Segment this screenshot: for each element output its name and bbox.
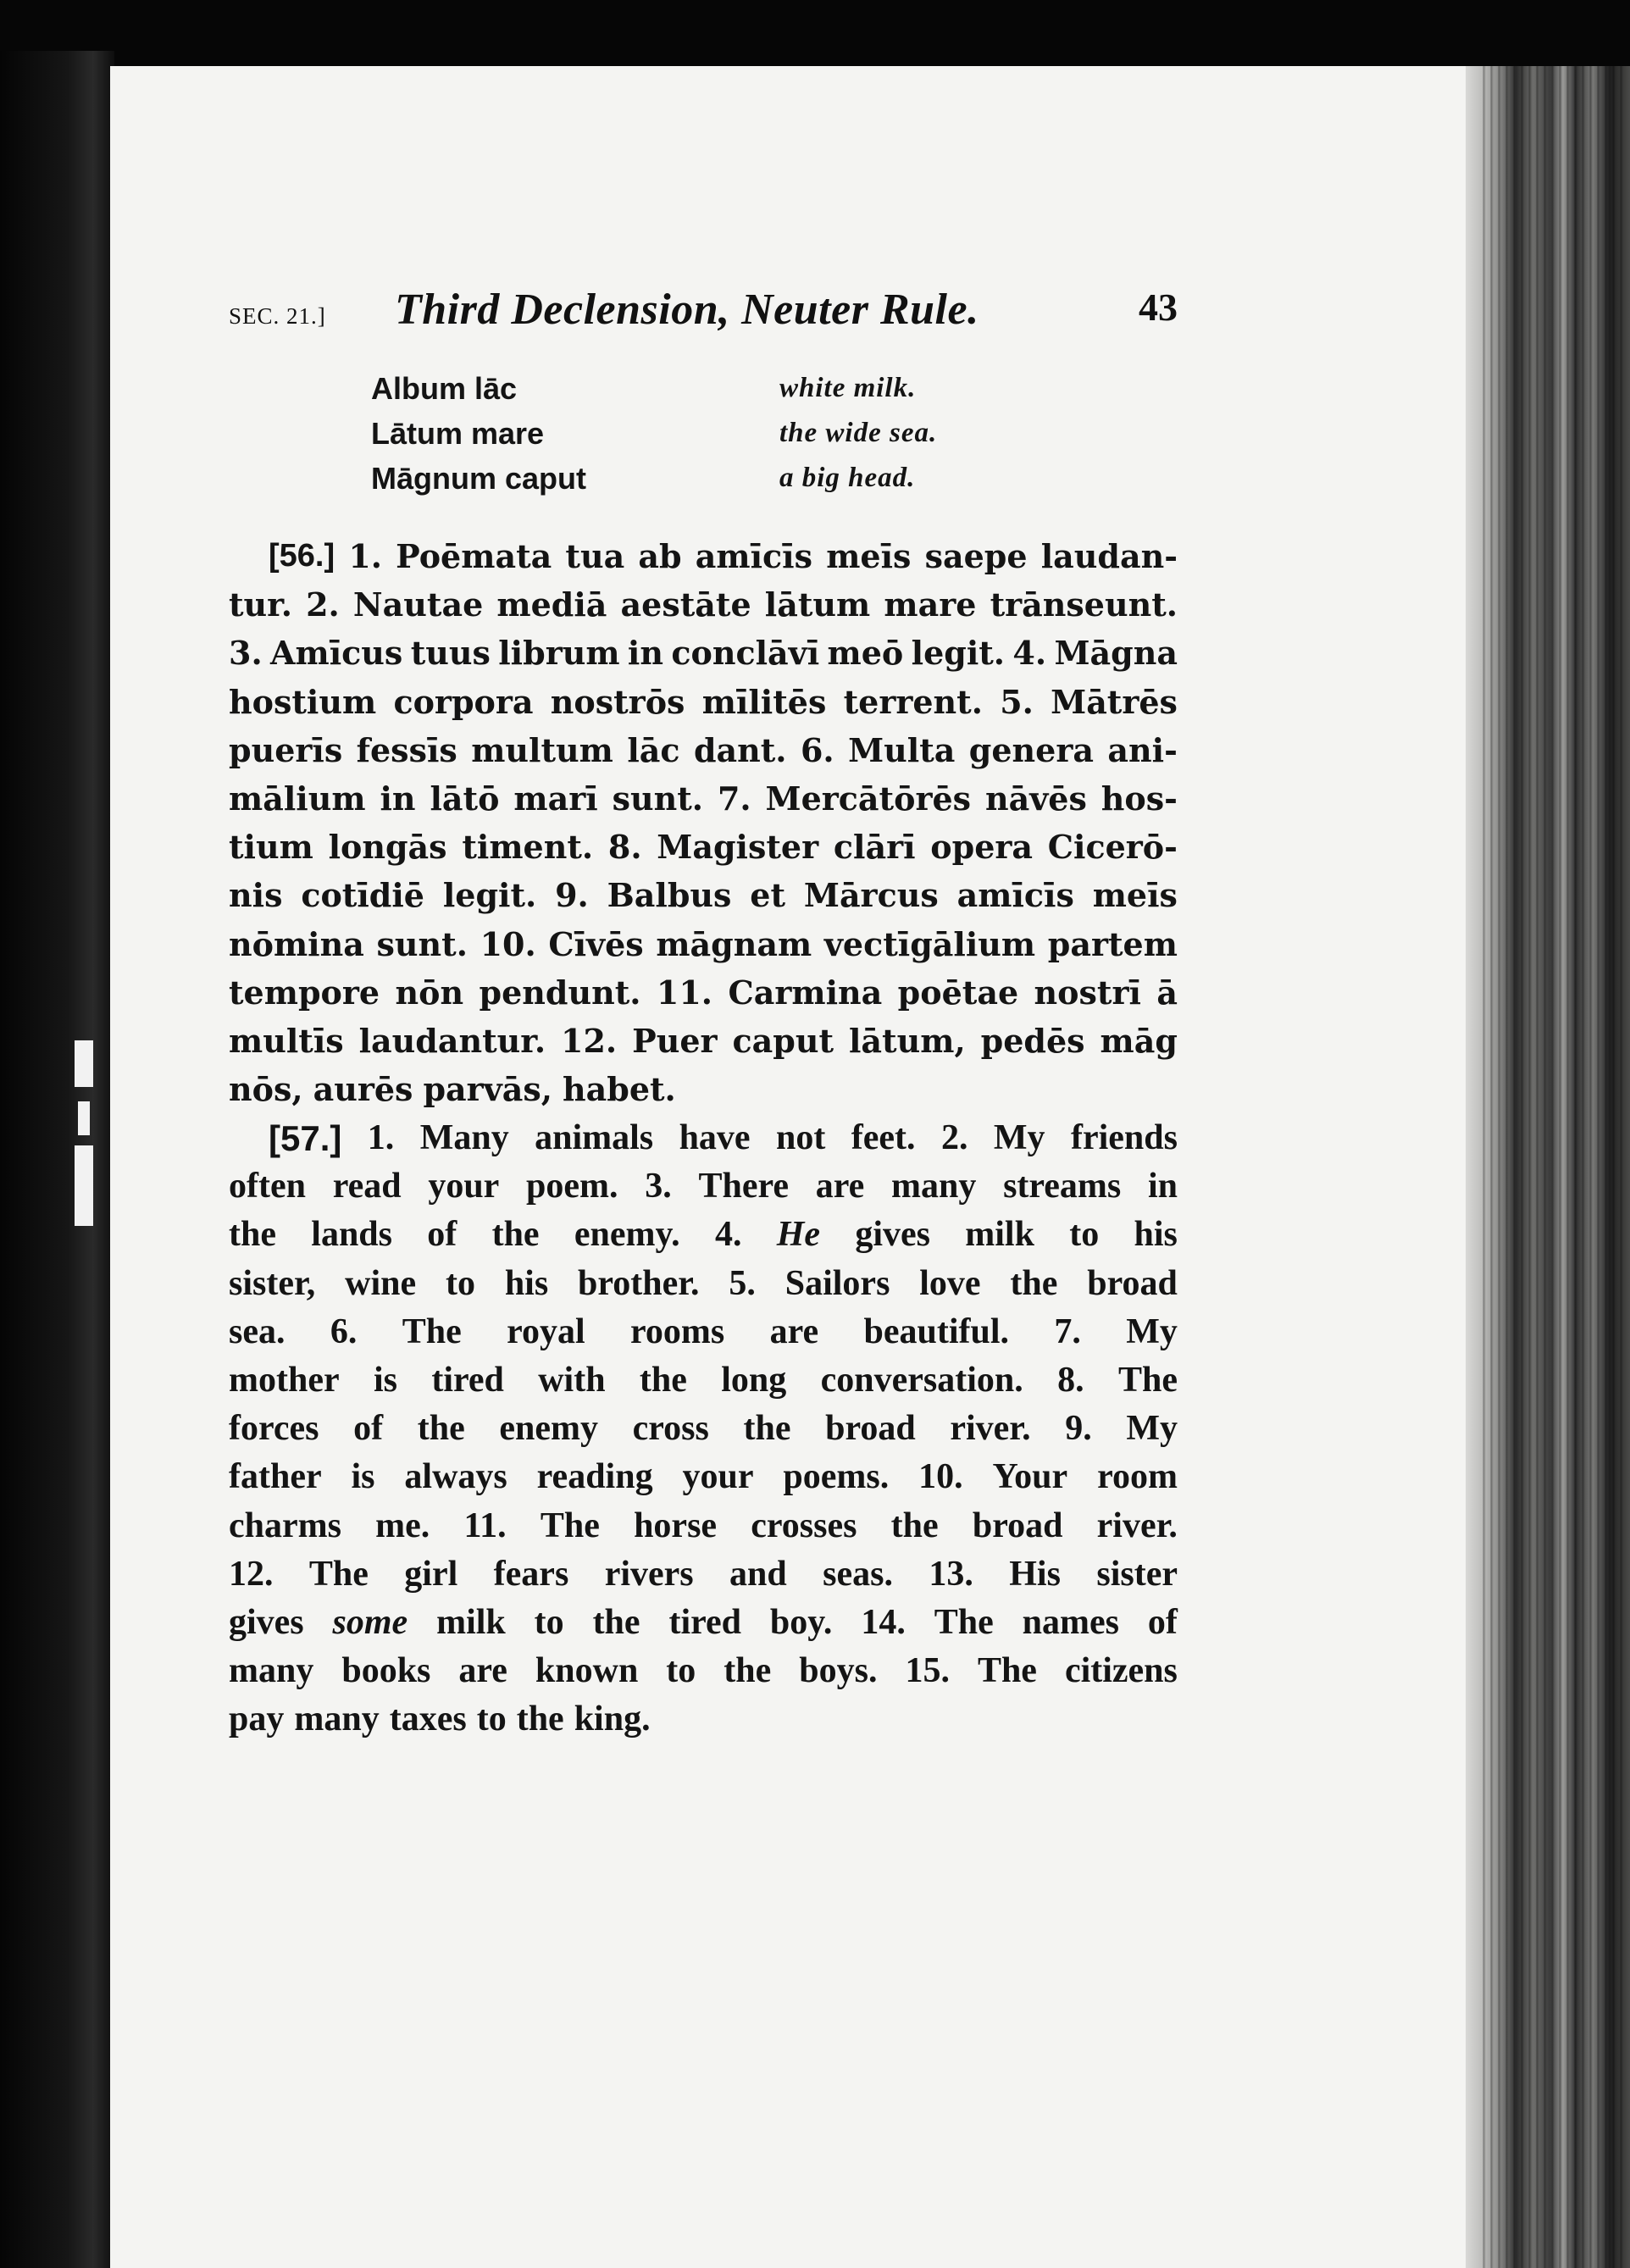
word: 2. bbox=[306, 585, 340, 624]
word: aestāte bbox=[620, 585, 751, 624]
word: Mātrēs bbox=[1051, 682, 1178, 721]
word: Cīvēs bbox=[548, 924, 644, 963]
word: king. bbox=[574, 1700, 651, 1739]
word: the bbox=[724, 1651, 772, 1691]
word: are bbox=[769, 1311, 819, 1351]
word: 9. bbox=[1065, 1409, 1092, 1449]
word: 4. bbox=[714, 1215, 742, 1255]
word: 6. bbox=[330, 1311, 358, 1351]
word: your bbox=[428, 1167, 500, 1206]
word: Amīcus bbox=[270, 634, 403, 673]
word: pay bbox=[229, 1700, 285, 1739]
text-line bbox=[229, 871, 1178, 919]
text-line bbox=[229, 629, 1178, 677]
word: caput bbox=[732, 1021, 834, 1060]
scan-edge-mark bbox=[78, 1101, 90, 1135]
word: laudan- bbox=[1040, 537, 1178, 575]
word: māg bbox=[1100, 1021, 1178, 1060]
word: Mercātōrēs bbox=[765, 779, 972, 818]
latin-phrase: Lātum mare bbox=[371, 416, 545, 451]
word: the bbox=[1010, 1263, 1058, 1303]
word: the bbox=[639, 1360, 687, 1400]
text-line bbox=[229, 1260, 1178, 1308]
word: his bbox=[1134, 1215, 1178, 1255]
text-line bbox=[229, 1453, 1178, 1501]
word: My bbox=[1126, 1409, 1178, 1449]
word: books bbox=[341, 1651, 431, 1691]
word: sunt. bbox=[376, 924, 468, 963]
word: enemy bbox=[499, 1409, 599, 1449]
word: love bbox=[919, 1263, 981, 1303]
word: Māgna bbox=[1054, 634, 1178, 673]
word: Puer bbox=[632, 1021, 718, 1060]
word: river. bbox=[950, 1409, 1031, 1449]
word: in bbox=[1147, 1167, 1178, 1206]
word: known bbox=[535, 1651, 639, 1691]
word: is bbox=[373, 1360, 397, 1400]
word: nostrī bbox=[1034, 973, 1141, 1012]
running-header bbox=[229, 286, 1178, 337]
word: of bbox=[427, 1215, 457, 1255]
word: 5. bbox=[729, 1263, 756, 1303]
word: to bbox=[445, 1263, 475, 1303]
word: nōmina bbox=[229, 924, 364, 963]
word: 3. bbox=[645, 1167, 672, 1206]
text-line bbox=[229, 1017, 1178, 1065]
text-line bbox=[229, 1647, 1178, 1695]
word: enemy. bbox=[574, 1215, 680, 1255]
word: boy. bbox=[769, 1602, 833, 1642]
word: rivers bbox=[604, 1554, 694, 1594]
word: 7. bbox=[1054, 1311, 1081, 1351]
word: 12. bbox=[561, 1021, 618, 1060]
word: Magister bbox=[657, 828, 819, 867]
word: The bbox=[540, 1506, 600, 1545]
vocabulary-list bbox=[371, 371, 1015, 506]
word: streams bbox=[1003, 1167, 1122, 1206]
word: 9. bbox=[555, 876, 589, 915]
word: the bbox=[890, 1506, 939, 1545]
word: fessīs bbox=[356, 730, 457, 769]
word: 11. bbox=[463, 1506, 507, 1545]
word: reading bbox=[536, 1457, 653, 1497]
word: mīlitēs bbox=[701, 682, 827, 721]
word: legit. bbox=[911, 634, 1006, 673]
word: laudantur. bbox=[358, 1021, 546, 1060]
scan-top-border bbox=[0, 0, 1630, 66]
word: animals bbox=[535, 1118, 654, 1157]
word: sunt. bbox=[612, 779, 704, 818]
word: lātum bbox=[764, 585, 871, 624]
word: feet. bbox=[851, 1118, 916, 1157]
vocabulary-row bbox=[371, 461, 1015, 506]
word: river. bbox=[1096, 1506, 1178, 1545]
word: the bbox=[229, 1215, 276, 1255]
word: of bbox=[1147, 1602, 1178, 1642]
text-line bbox=[229, 1502, 1178, 1550]
word: marī bbox=[513, 779, 598, 818]
word: et bbox=[750, 876, 786, 915]
word: nostrōs bbox=[550, 682, 685, 721]
text-line bbox=[229, 920, 1178, 968]
exercise-57-english bbox=[229, 1114, 1178, 1744]
word: mālium bbox=[229, 779, 366, 818]
word: habet. bbox=[563, 1070, 676, 1109]
word: poems. bbox=[783, 1457, 890, 1497]
word: He bbox=[776, 1215, 821, 1255]
word: tired bbox=[431, 1360, 504, 1400]
word: librum bbox=[498, 634, 620, 673]
word: your bbox=[682, 1457, 754, 1497]
word: the bbox=[743, 1409, 791, 1449]
word: 15. bbox=[905, 1651, 950, 1691]
word: legit. bbox=[442, 876, 537, 915]
word: mare bbox=[884, 585, 977, 624]
word: broad bbox=[972, 1506, 1063, 1545]
word: tired bbox=[668, 1602, 741, 1642]
word: Your bbox=[992, 1457, 1068, 1497]
word: 1. bbox=[348, 537, 382, 575]
word: in bbox=[380, 779, 416, 818]
word: milk bbox=[436, 1602, 506, 1642]
word: puerīs bbox=[229, 730, 343, 769]
word: Balbus bbox=[607, 876, 732, 915]
text-line bbox=[229, 678, 1178, 726]
text-line bbox=[229, 1114, 1178, 1162]
word: Mārcus bbox=[803, 876, 939, 915]
text-line bbox=[229, 532, 1178, 580]
word: conclāvī bbox=[671, 634, 820, 673]
word: taxes bbox=[389, 1700, 467, 1739]
word: 6. bbox=[800, 730, 834, 769]
word: cotīdiē bbox=[301, 876, 424, 915]
word: Multa bbox=[848, 730, 956, 769]
word: ani- bbox=[1107, 730, 1178, 769]
text-line bbox=[229, 1065, 1178, 1113]
word: read bbox=[332, 1167, 402, 1206]
word: dant. bbox=[693, 730, 787, 769]
text-line bbox=[229, 1162, 1178, 1211]
word: beautiful. bbox=[863, 1311, 1010, 1351]
word: his bbox=[504, 1263, 549, 1303]
word: nis bbox=[229, 876, 283, 915]
word: nōn bbox=[395, 973, 464, 1012]
word: vectīgālium bbox=[823, 924, 1036, 963]
word: 13. bbox=[929, 1554, 973, 1594]
word: pendunt. bbox=[479, 973, 641, 1012]
word: not bbox=[776, 1118, 826, 1157]
word: the bbox=[417, 1409, 465, 1449]
word: 2. bbox=[940, 1118, 968, 1157]
word: nōs, bbox=[229, 1070, 303, 1109]
word: to bbox=[534, 1602, 564, 1642]
vocabulary-row bbox=[371, 371, 1015, 416]
word: mother bbox=[229, 1360, 340, 1400]
word: are bbox=[815, 1167, 865, 1206]
word: pedēs bbox=[980, 1021, 1085, 1060]
word: 11. bbox=[656, 973, 713, 1012]
word: lātum, bbox=[849, 1021, 966, 1060]
word: girl bbox=[404, 1554, 458, 1594]
word: conversation. bbox=[820, 1360, 1023, 1400]
word: 14. bbox=[861, 1602, 906, 1642]
word: is bbox=[351, 1457, 375, 1497]
english-translation: the wide sea. bbox=[779, 418, 938, 448]
word: brother. bbox=[578, 1263, 700, 1303]
word: royal bbox=[507, 1311, 585, 1351]
text-line bbox=[229, 726, 1178, 774]
text-line bbox=[229, 774, 1178, 823]
word: Many bbox=[419, 1118, 509, 1157]
word: Cicerō- bbox=[1047, 828, 1178, 867]
word: meō bbox=[827, 634, 904, 673]
word: gives bbox=[229, 1602, 304, 1642]
text-line bbox=[229, 968, 1178, 1017]
word: timent. bbox=[462, 828, 594, 867]
word: lāc bbox=[627, 730, 680, 769]
word: sister bbox=[1096, 1554, 1178, 1594]
latin-phrase: Album lāc bbox=[371, 371, 518, 406]
text-line bbox=[229, 1405, 1178, 1453]
word: 5. bbox=[1000, 682, 1034, 721]
word: lands bbox=[311, 1215, 393, 1255]
english-translation: a big head. bbox=[779, 463, 916, 493]
word: Nautae bbox=[352, 585, 484, 624]
word: 10. bbox=[480, 924, 536, 963]
word: lātō bbox=[430, 779, 500, 818]
word: forces bbox=[229, 1409, 319, 1449]
word: names bbox=[1022, 1602, 1119, 1642]
word: aurēs bbox=[313, 1070, 413, 1109]
english-translation: white milk. bbox=[779, 373, 917, 403]
word: tium bbox=[229, 828, 313, 867]
word: have bbox=[679, 1118, 751, 1157]
word: many bbox=[294, 1700, 380, 1739]
word: partem bbox=[1047, 924, 1178, 963]
text-line bbox=[229, 1695, 1178, 1744]
scan-left-border bbox=[0, 51, 114, 2268]
section-label: SEC. 21.] bbox=[229, 303, 326, 329]
word: nāvēs bbox=[984, 779, 1087, 818]
word: Carmina bbox=[728, 973, 883, 1012]
word: and bbox=[729, 1554, 787, 1594]
word: fears bbox=[493, 1554, 569, 1594]
word: to bbox=[1069, 1215, 1100, 1255]
word: some bbox=[332, 1602, 408, 1642]
word: with bbox=[538, 1360, 606, 1400]
word: poētae bbox=[897, 973, 1019, 1012]
text-line bbox=[229, 1308, 1178, 1356]
word: māgnam bbox=[656, 924, 812, 963]
word: There bbox=[698, 1167, 790, 1206]
word: 8. bbox=[1057, 1360, 1084, 1400]
text-line bbox=[229, 1599, 1178, 1647]
word: poem. bbox=[526, 1167, 618, 1206]
word: room bbox=[1097, 1457, 1178, 1497]
word: tur. bbox=[229, 585, 292, 624]
word: 10. bbox=[918, 1457, 963, 1497]
word: 1. bbox=[367, 1118, 395, 1157]
running-title: Third Declension, Neuter Rule. bbox=[395, 286, 979, 334]
vocabulary-row bbox=[371, 416, 1015, 461]
word: meīs bbox=[1092, 876, 1178, 915]
word: multīs bbox=[229, 1021, 344, 1060]
word: friends bbox=[1070, 1118, 1178, 1157]
word: clārī bbox=[833, 828, 916, 867]
scan-edge-mark bbox=[75, 1145, 93, 1226]
word: are bbox=[458, 1651, 507, 1691]
word: the bbox=[516, 1700, 564, 1739]
word: broad bbox=[1087, 1263, 1178, 1303]
word: terrent. bbox=[843, 682, 983, 721]
word: citizens bbox=[1064, 1651, 1178, 1691]
exercise-56-latin bbox=[229, 532, 1178, 1113]
word: opera bbox=[930, 828, 1034, 867]
word: milk bbox=[965, 1215, 1034, 1255]
word: 4. bbox=[1012, 634, 1047, 673]
word: often bbox=[229, 1167, 306, 1206]
word: long bbox=[721, 1360, 787, 1400]
text-line bbox=[229, 823, 1178, 871]
word: longās bbox=[328, 828, 447, 867]
word: cross bbox=[632, 1409, 709, 1449]
word: meīs bbox=[826, 537, 912, 575]
exercise-label: [57.] bbox=[269, 1118, 342, 1158]
word: hos- bbox=[1101, 779, 1178, 818]
word: mediā bbox=[496, 585, 607, 624]
word: many bbox=[229, 1651, 314, 1691]
word: always bbox=[404, 1457, 507, 1497]
word: tuus bbox=[410, 634, 491, 673]
word: of bbox=[353, 1409, 384, 1449]
word: The bbox=[977, 1651, 1037, 1691]
word: The bbox=[934, 1602, 994, 1642]
word: parvās, bbox=[423, 1070, 552, 1109]
word: trānseunt. bbox=[990, 585, 1178, 624]
word: crosses bbox=[751, 1506, 857, 1545]
word: saepe bbox=[924, 537, 1028, 575]
word: amīcīs bbox=[956, 876, 1074, 915]
word: father bbox=[229, 1457, 322, 1497]
word: 8. bbox=[607, 828, 642, 867]
text-line bbox=[229, 1550, 1178, 1599]
word: corpora bbox=[393, 682, 534, 721]
word: in bbox=[627, 634, 663, 673]
word: ā bbox=[1156, 973, 1178, 1012]
word: My bbox=[1126, 1311, 1178, 1351]
word: charms bbox=[229, 1506, 341, 1545]
word: His bbox=[1009, 1554, 1061, 1594]
word: horse bbox=[634, 1506, 718, 1545]
word: The bbox=[1117, 1360, 1178, 1400]
word: My bbox=[993, 1118, 1045, 1157]
word: genera bbox=[968, 730, 1094, 769]
word: ab bbox=[638, 537, 682, 575]
word: the bbox=[491, 1215, 540, 1255]
word: seas. bbox=[823, 1554, 893, 1594]
word: sea. bbox=[229, 1311, 286, 1351]
word: Sailors bbox=[785, 1263, 890, 1303]
word: many bbox=[890, 1167, 977, 1206]
word: the bbox=[592, 1602, 640, 1642]
word: amīcīs bbox=[695, 537, 813, 575]
word: The bbox=[402, 1311, 462, 1351]
text-line bbox=[229, 580, 1178, 629]
page-number: 43 bbox=[1139, 286, 1178, 329]
word: The bbox=[308, 1554, 369, 1594]
latin-phrase: Māgnum caput bbox=[371, 461, 587, 496]
exercise-label: [56.] bbox=[269, 538, 335, 574]
word: tempore bbox=[229, 973, 380, 1012]
word: hostium bbox=[229, 682, 377, 721]
word: gives bbox=[855, 1215, 930, 1255]
text-line bbox=[229, 1211, 1178, 1259]
word: broad bbox=[825, 1409, 916, 1449]
word: 12. bbox=[229, 1554, 274, 1594]
page-stack-lines bbox=[1478, 66, 1627, 2268]
text-line bbox=[229, 1356, 1178, 1405]
word: sister, bbox=[229, 1263, 316, 1303]
word: rooms bbox=[630, 1311, 725, 1351]
word: boys. bbox=[799, 1651, 878, 1691]
word: 3. bbox=[229, 634, 263, 673]
word: multum bbox=[471, 730, 613, 769]
word: tua bbox=[565, 537, 625, 575]
word: to bbox=[666, 1651, 696, 1691]
word: wine bbox=[345, 1263, 417, 1303]
scan-edge-mark bbox=[75, 1040, 93, 1087]
word: to bbox=[476, 1700, 507, 1739]
word: me. bbox=[375, 1506, 430, 1545]
word: Poēmata bbox=[396, 537, 552, 575]
word: 7. bbox=[717, 779, 751, 818]
